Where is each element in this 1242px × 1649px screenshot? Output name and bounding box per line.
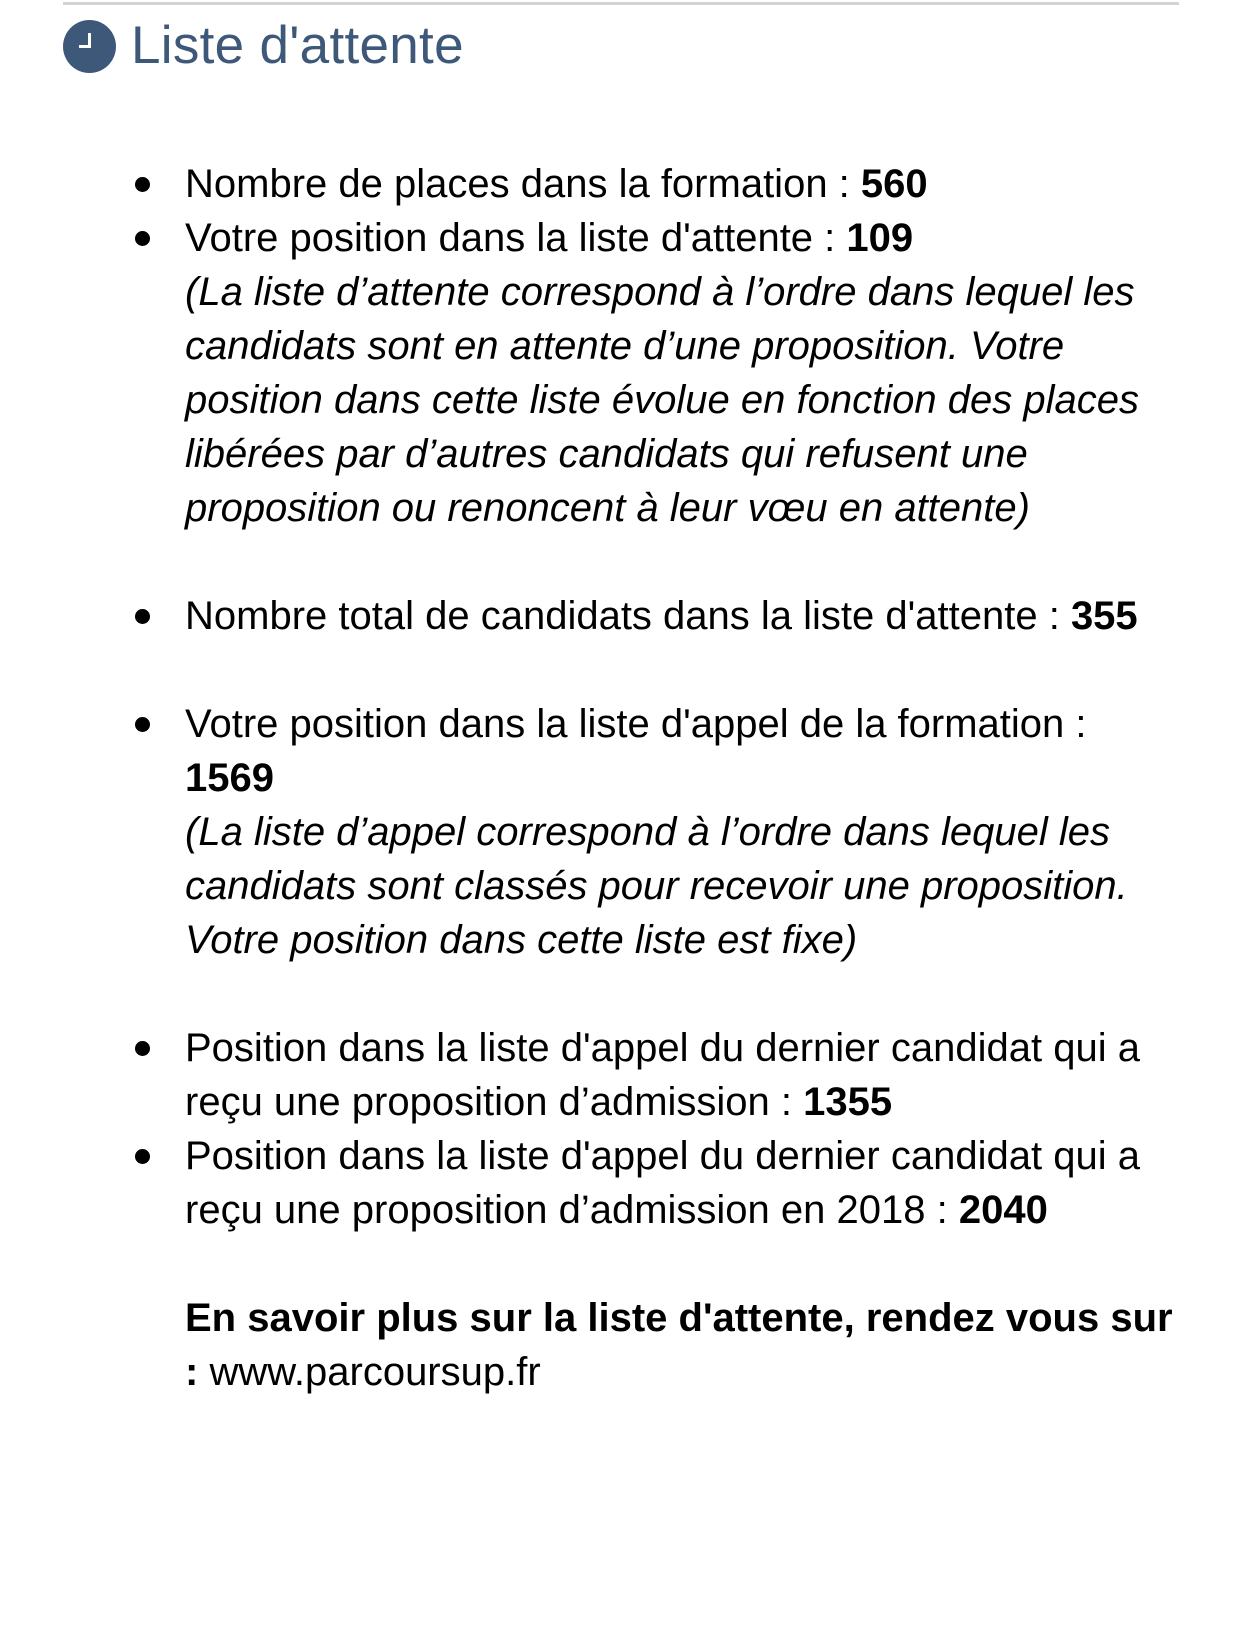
item-label: Position dans la liste d'appel du dernier candidat qui a reçu une proposition d’admission en 2018 :: [185, 1134, 1140, 1232]
more-info: [185, 1291, 1185, 1399]
top-divider: [63, 2, 1179, 5]
section-title: Liste d'attente: [131, 16, 464, 75]
section-header: [63, 16, 464, 76]
item-value: 1355: [803, 1080, 893, 1124]
list-item-waitlist-total: [185, 589, 1185, 643]
item-value: 1569: [185, 756, 274, 800]
more-info-text: En savoir plus sur la liste d'attente, rendez vous sur :: [185, 1296, 1173, 1394]
item-label: Nombre de places dans la formation :: [185, 162, 861, 206]
item-label: Votre position dans la liste d'appel de la formation :: [185, 702, 1087, 746]
item-value: 109: [846, 216, 914, 260]
item-value: 355: [1070, 594, 1138, 638]
list-item-places: [185, 157, 1185, 211]
item-note: (La liste d’attente correspond à l’ordre dans lequel les candidats sont en attente d’une proposition. Votre position dans cette liste évolue en fonction des places libérées par d’autres candidats qui refusent une proposition ou renoncent à leur vœu en attente): [185, 270, 1139, 530]
item-note: (La liste d’appel correspond à l’ordre dans lequel les candidats sont classés pour recevoir une proposition. Votre position dans cette liste est fixe): [185, 810, 1128, 962]
waitlist-details: [185, 157, 1185, 1399]
item-label: Position dans la liste d'appel du dernier candidat qui a reçu une proposition d’admission :: [185, 1026, 1140, 1124]
list-item-last-admitted-2018: [185, 1129, 1185, 1237]
list-item-last-admitted: [185, 1021, 1185, 1129]
list-item-call-position: [185, 697, 1185, 967]
clock-icon: [63, 20, 116, 73]
item-value: 2040: [958, 1188, 1048, 1232]
list-item-waitlist-position: [185, 211, 1185, 535]
item-label: Nombre total de candidats dans la liste d'attente :: [185, 594, 1071, 638]
parcoursup-link[interactable]: www.parcoursup.fr: [209, 1350, 541, 1394]
item-value: 560: [860, 162, 928, 206]
item-label: Votre position dans la liste d'attente :: [185, 216, 847, 260]
